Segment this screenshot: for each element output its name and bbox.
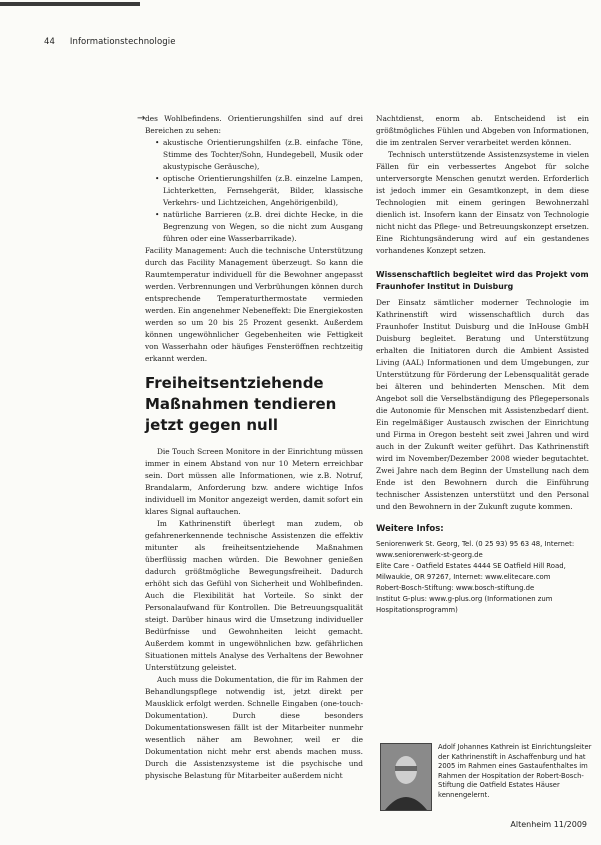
sub-heading: Wissenschaftlich begleitet wird das Projekt vom Fraunhofer Institut in Duisburg bbox=[376, 270, 589, 291]
info-heading: Weitere Infos: bbox=[376, 524, 444, 534]
paragraph: Technisch unterstützende Assistenzsysteme in vielen Fällen für ein verbessertes Angebot für solche unterversorgte Menschen genutzt werden. Erforderlich ist jedoch immer ein Gesamtkonzept, in dem diese Technologien mit einem geringen Bewohnerzahl dienlich ist. Insofern kann der Einsatz von Technologie nicht nicht das Pflege- und Betreuungskonzept ersetzen. Eine Richtungsänderung wird auf ein gestandenes vorhandenes Konzept setzen. bbox=[376, 150, 589, 255]
contact-entry: Seniorenwerk St. Georg, Tel. (0 25 93) 95 63 48, Internet: www.seniorenwerk-st-georg.de bbox=[376, 540, 575, 559]
contact-entry: Elite Care - Oatfield Estates 4444 SE Oatfield Hill Road, Milwaukie, OR 97267, Internet: www.elitecare.com bbox=[376, 562, 566, 581]
top-rule bbox=[0, 2, 140, 6]
page-footer: Altenheim 11/2009 bbox=[510, 820, 587, 829]
photo-caption: Adolf Johannes Kathrein ist Einrichtungsleiter der Kathrinenstift in Aschaffenburg und hat 2005 im Rahmen eines Gastaufenthaltes im Rahmen der Hospitation der Robert-Bosch-Stiftung die Oatfield Estates Häuser kennengelernt. bbox=[438, 743, 592, 799]
column-left bbox=[145, 113, 363, 782]
section-heading: Freiheitsentziehende Maßnahmen tendieren jetzt gegen null bbox=[145, 374, 337, 434]
bullet-item: • optische Orientierungshilfen (z.B. einzelne Lampen, Lichterketten, Fernsehgerät, Bilder, klassische Verkehrs- und Lichtzeichen, Angehörigenbild), bbox=[163, 173, 363, 209]
bullet-list bbox=[145, 137, 363, 245]
section-title: Informationstechnologie bbox=[69, 37, 176, 47]
column-right bbox=[376, 113, 589, 616]
intro-text: des Wohlbefindens. Orientierungshilfen sind auf drei Bereichen zu sehen: bbox=[145, 114, 363, 135]
portrait-photo bbox=[380, 743, 432, 811]
arrow-right-icon: → bbox=[137, 113, 146, 124]
page-number: 44 bbox=[44, 37, 56, 47]
contact-entry: Robert-Bosch-Stiftung: www.bosch-stiftung.de bbox=[376, 584, 535, 592]
paragraph: Im Kathrinenstift überlegt man zudem, ob gefahrenerkennende technische Assistenzen die effektiv mitunter als freiheitsentziehende Maßnahmen überflüssig machen würden. Die Bewohner genießen dadurch größtmögliche Bewegungsfreiheit. Dadurch erhöht sich das Gefühl von Sicherheit und Wohlbefinden. Auch die Flexibilität hat Vorteile. So sinkt der Personalaufwand für Kontrollen. Die Betreuungsqualität steigt. Darüber hinaus wird die Umsetzung individueller Bedürfnisse und Gewohnheiten leicht gemacht. Außerdem kommt in ungewöhnlichen bzw. gefährlichen Situationen mittels Analyse des Verhaltens der Bewohner Unterstützung geleistet. bbox=[145, 519, 363, 672]
bullet-item: • akustische Orientierungshilfen (z.B. einfache Töne, Stimme des Tochter/Sohn, Hundegebell, Musik oder akustypische Geräusche), bbox=[163, 137, 363, 173]
paragraph: Nachtdienst, enorm ab. Entscheidend ist ein größtmögliches Fühlen und Abgeben von Informationen, die im zentralen Server verarbeitet werden können. bbox=[376, 114, 590, 147]
page-header bbox=[44, 37, 176, 47]
paragraph: Die Touch Screen Monitore in der Einrichtung müssen immer in einem Abstand von nur 10 Metern erreichbar sein. Dort müssen alle Informationen, wie z.B. Notruf, Brandalarm, Anforderung bzw. andere wichtige Infos individuell im Monitor angezeigt werden, damit sofort ein klares Signal auftauchen. bbox=[145, 447, 363, 516]
bullet-item: • natürliche Barrieren (z.B. drei dichte Hecke, in die Begrenzung von Wegen, so die nicht zum Ausgang führen oder eine Wasserbarrikade). bbox=[163, 209, 363, 245]
paragraph: Auch muss die Dokumentation, die für im Rahmen der Behandlungspflege notwendig ist, jetzt direkt per Mausklick erfolgt werden. Schnelle Eingaben (one-touch-Dokumentation). Durch diese besonders Dokumentationswesen fällt ist der Mitarbeiter nunmehr wesentlich näher am Bewohner, weil er die Dokumentation nicht mehr erst abends machen muss. Durch die Assistenzsysteme ist die psychische und physische Belastung für Mitarbeiter außerdem nicht bbox=[145, 675, 363, 780]
paragraph: Der Einsatz sämtlicher moderner Technologie im Kathrinenstift wird wissenschaftlich durch das Fraunhofer Institut Duisburg und die InHouse GmbH Duisburg begleitet. Beratung und Unterstützung erhalten die Initiatoren durch die Ambient Assisted Living (AAL) Informationen und dem Umgebungen, zur Unterstützung für Förderung der Lebensqualität gerade bei älteren und behinderten Menschen. Mit dem Angebot soll die Verselbständigung des Pflegepersonals die Autonomie für Menschen mit Assistenzbedarf dient. Ein regelmäßiger Austausch zwischen der Einrichtung und Firma in Oregon besteht seit zwei Jahren und wird auch in der Zukunft weiter geführt. Das Kathrinenstift wird im November/Dezember 2008 wieder begutachtet. Zwei Jahre nach dem Beginn der Umstellung nach dem Ende ist den Bewohnern durch die Einführung technischer Assistenzen unterstützt und den Personal und den Bewohnern in der Zukunft zugute kommen. bbox=[376, 298, 589, 511]
paragraph-facility: Facility Management: Auch die technische Unterstützung durch das Facility Management überzeugt. So kann die Raumtemperatur individuell für die Bewohner angepasst werden. Verbrennungen und Verbrühungen können durch entsprechende Temperaturthermostate vermieden werden. Ein angenehmer Nebeneffekt: Die Energiekosten werden so um 20 bis 25 Prozent gesenkt. Außerdem können ungewöhnlicher Gegebenheiten wie Fettigkeit von Wasserhahn oder häufiges Fensteröffnen rechtzeitig erkannt werden. bbox=[145, 246, 363, 363]
contact-entry: Institut G-plus: www.g-plus.org (Informationen zum Hospitationsprogramm) bbox=[376, 595, 553, 614]
